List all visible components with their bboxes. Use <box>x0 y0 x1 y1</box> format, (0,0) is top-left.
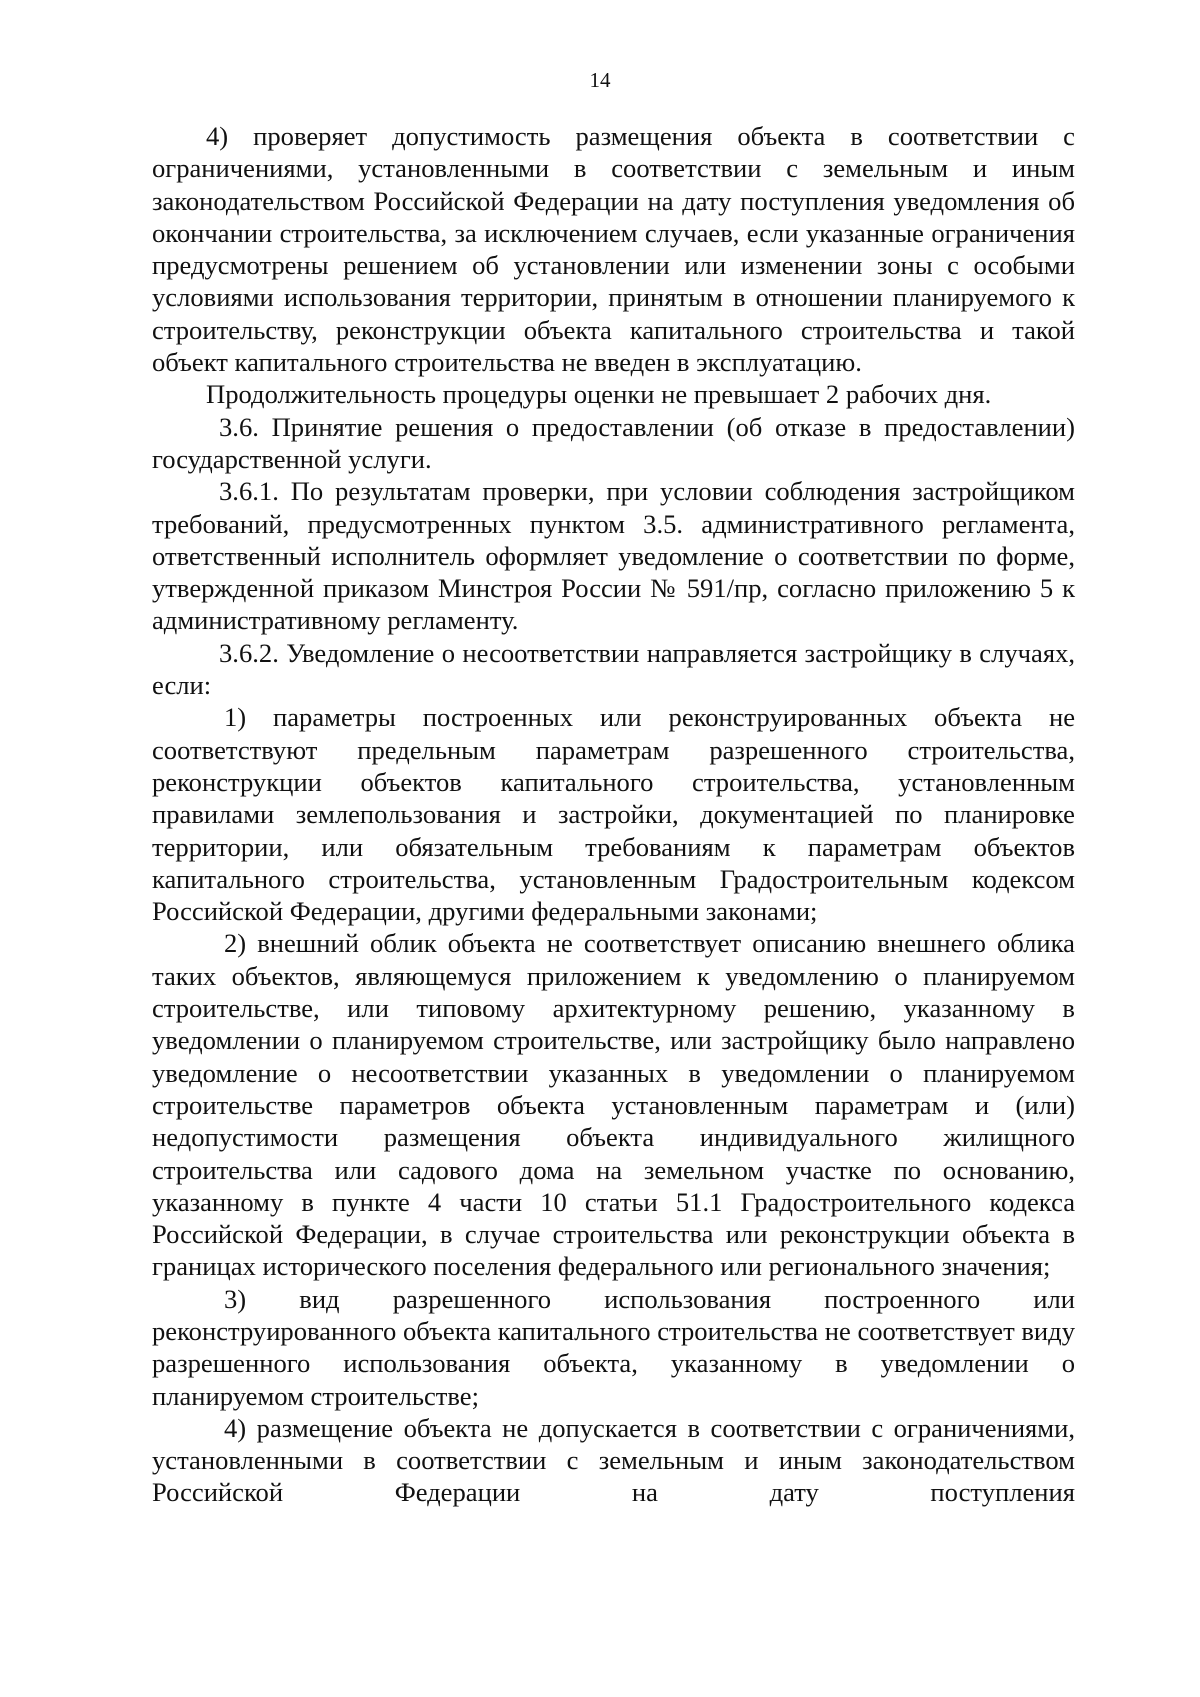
paragraph-section-3-6-2: 3.6.2. Уведомление о несоответствии направляется застройщику в случаях, если: <box>152 637 1075 701</box>
document-body <box>152 120 1075 1509</box>
paragraph-case-1: 1) параметры построенных или реконструированных объекта не соответствуют предельным параметрам разрешенного строительства, реконструкции объектов капитального строительства, установленным правилами землепользования и застройки, документацией по планировке территории, или обязательным требованиям к параметрам объектов капитального строительства, установленным Градостроительным кодексом Российской Федерации, другими федеральными законами; <box>152 702 1075 927</box>
paragraph-section-3-6: 3.6. Принятие решения о предоставлении (об отказе в предоставлении) государственной услуги. <box>152 411 1075 474</box>
paragraph-case-3: 3) вид разрешенного использования построенного или реконструированного объекта капитального строительства не соответствует виду разрешенного использования объекта, указанному в уведомлении о планируемом строительстве; <box>152 1283 1075 1411</box>
paragraph-section-3-6-1: 3.6.1. По результатам проверки, при условии соблюдения застройщиком требований, предусмотренных пунктом 3.5. административного регламента, ответственный исполнитель оформляет уведомление о соответствии по форме, утвержденной приказом Минстроя России № 591/пр, согласно приложению 5 к административному регламенту. <box>152 476 1075 636</box>
paragraph-item-4-check: 4) проверяет допустимость размещения объекта в соответствии с ограничениями, установленными в соответствии с земельным и иным законодательством Российской Федерации на дату поступления уведомления об окончании строительства, за исключением случаев, если указанные ограничения предусмотрены решением об установлении или изменении зоны с особыми условиями использования территории, принятым в отношении планируемого к строительству, реконструкции объекта капитального строительства и такой объект капитального строительства не введен в эксплуатацию. <box>152 121 1075 378</box>
paragraph-duration: Продолжительность процедуры оценки не превышает 2 рабочих дня. <box>206 379 992 410</box>
paragraph-case-2: 2) внешний облик объекта не соответствует описанию внешнего облика таких объектов, являющемуся приложением к уведомлению о планируемом строительстве, или типовому архитектурному решению, указанному в уведомлении о планируемом строительстве, или застройщику было направлено уведомление о несоответствии указанных в уведомлении о планируемом строительстве параметров объекта установленным параметрам и (или) недопустимости размещения объекта индивидуального жилищного строительства или садового дома на земельном участке по основанию, указанному в пункте 4 части 10 статьи 51.1 Градостроительного кодекса Российской Федерации, в случае строительства или реконструкции объекта в границах исторического поселения федерального или регионального значения; <box>152 928 1075 1282</box>
paragraph-case-4: 4) размещение объекта не допускается в соответствии с ограничениями, установленными в соответствии с земельным и иным законодательством Российской Федерации на дату поступления <box>152 1412 1075 1508</box>
page-number: 14 <box>589 68 611 92</box>
